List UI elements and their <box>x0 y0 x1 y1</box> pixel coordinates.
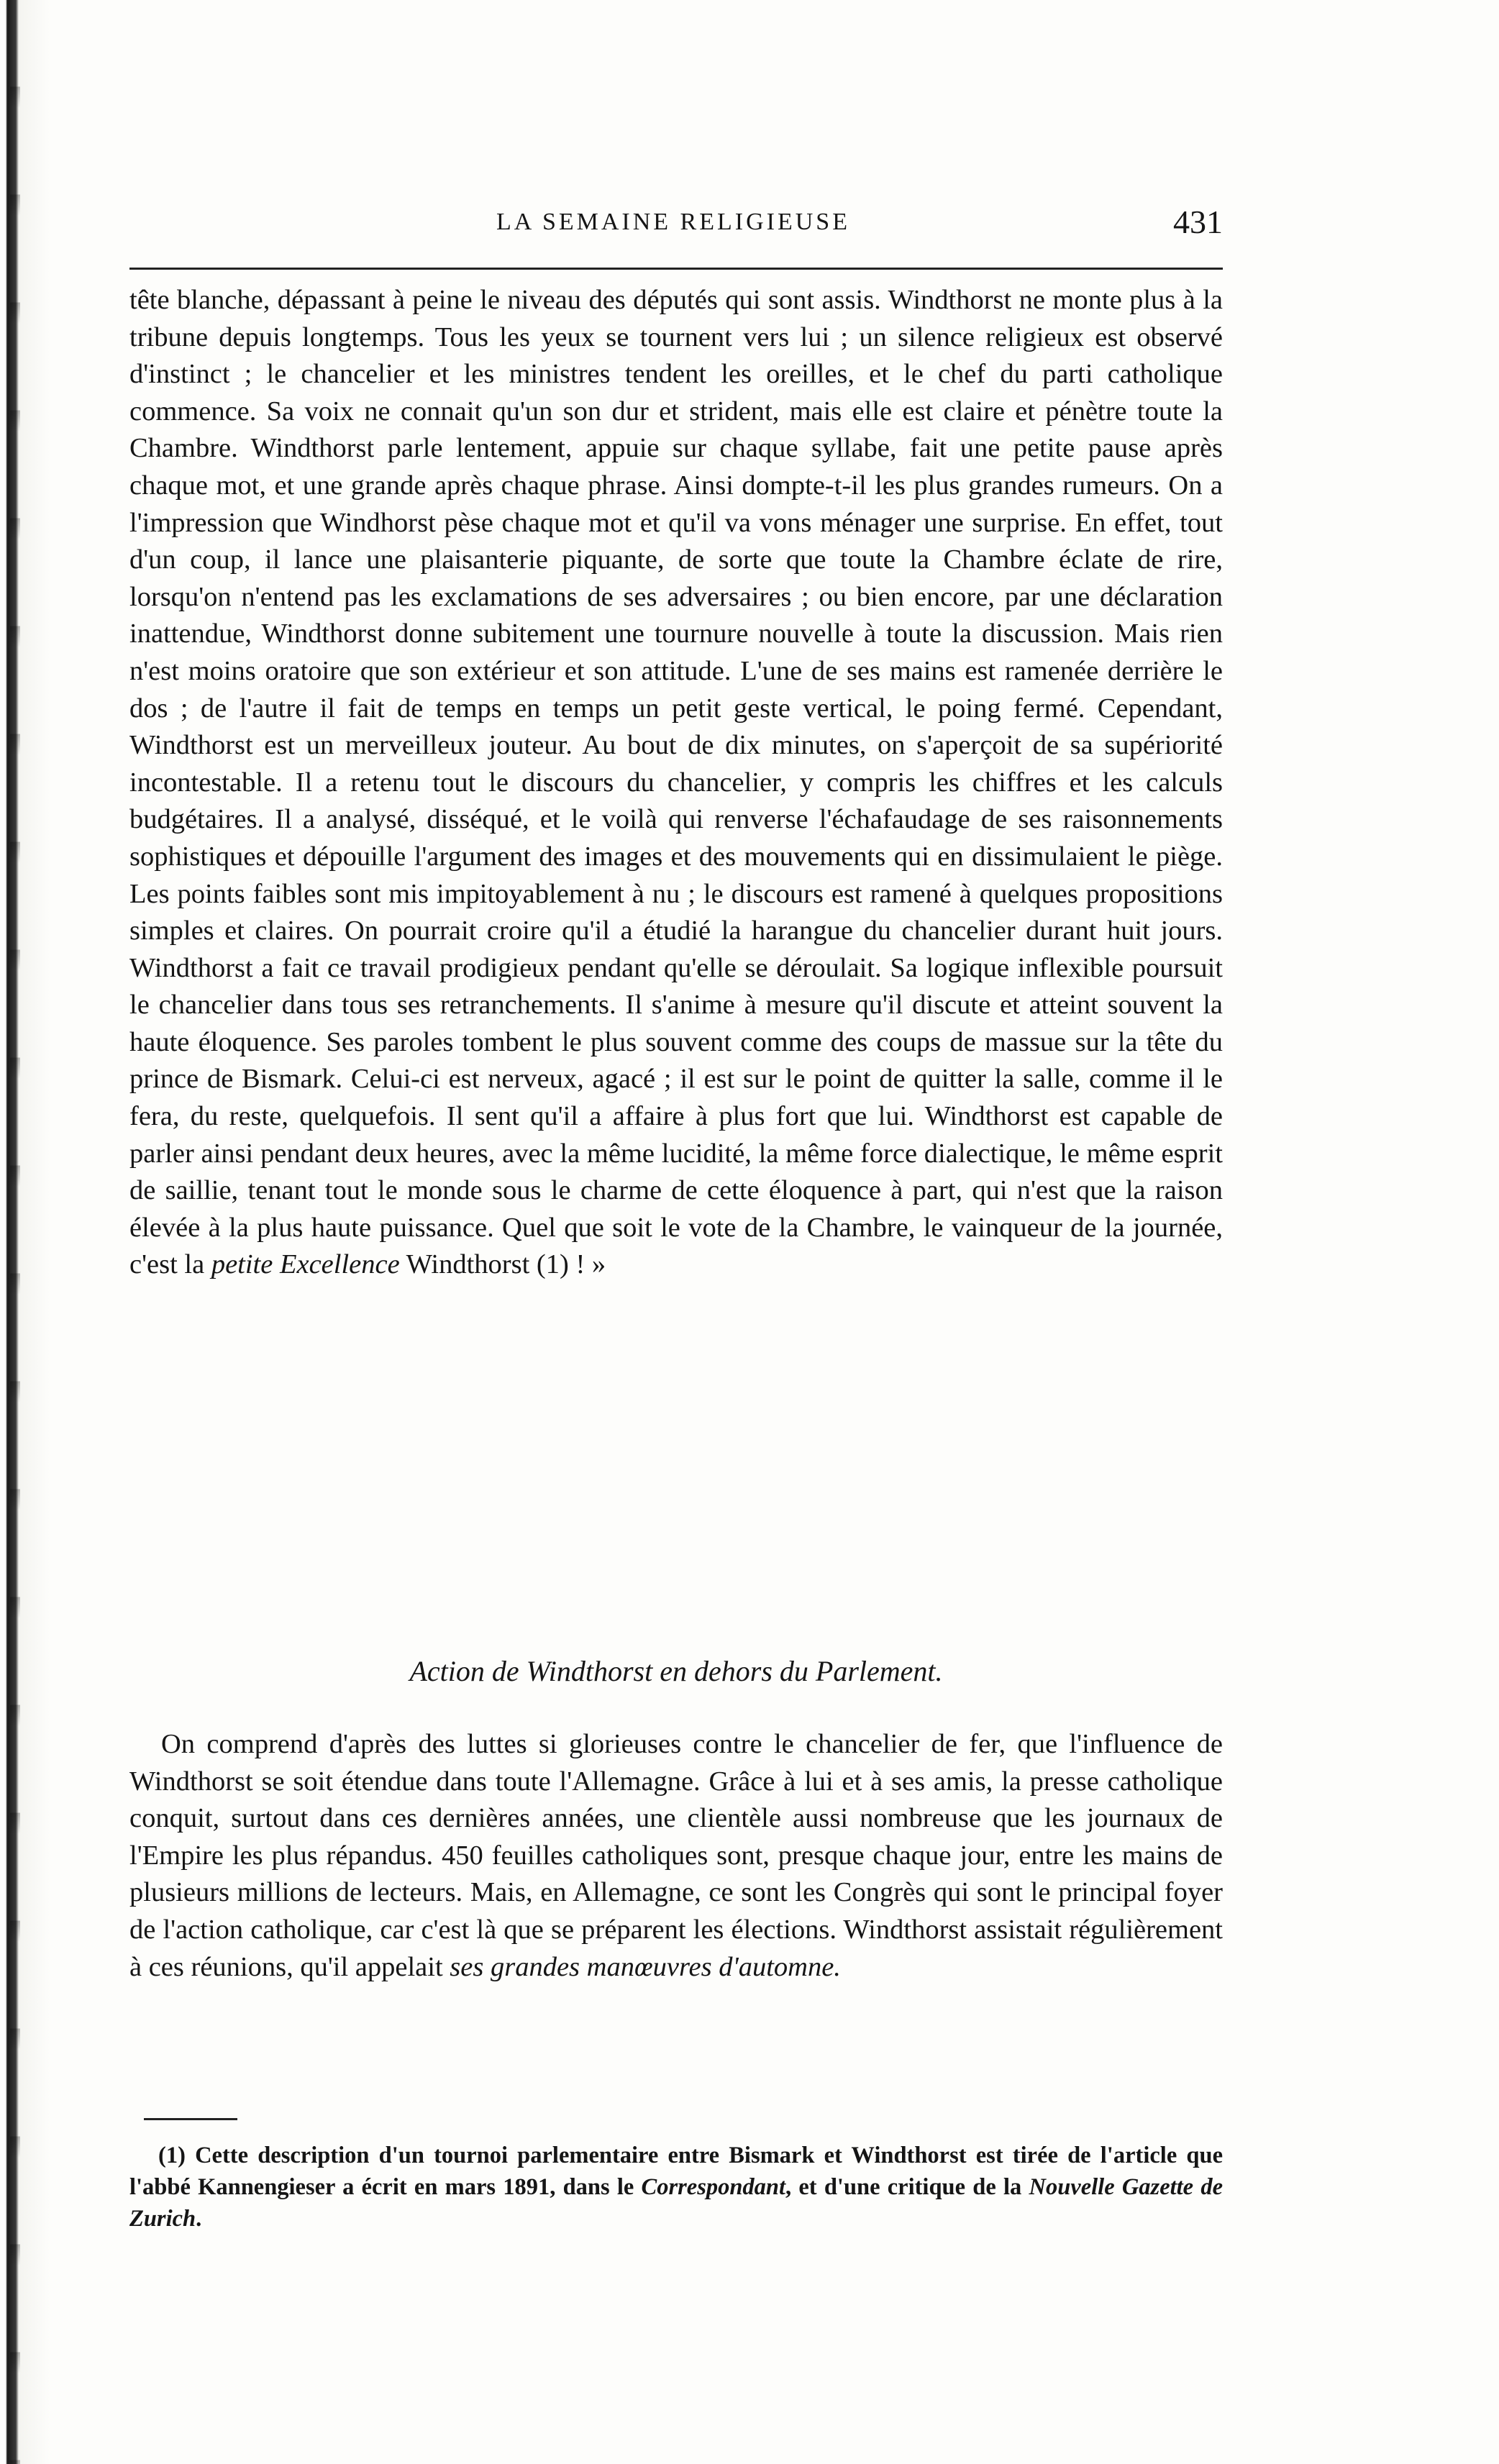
paragraph <box>129 1726 1223 1986</box>
binding-shadow <box>10 0 20 2464</box>
footnote-italic: Nouvelle Gazette de Zurich <box>129 2174 1224 2232</box>
binding-edge <box>0 0 50 2464</box>
footnote-text: (1) Cette description d'un tournoi parlementaire entre Bismark et Windthorst est tirée de l'article que l'abbé Kannengieser a écrit en mars 1891, dans le <box>129 2143 1223 2200</box>
main-text-continued <box>129 1726 1223 1986</box>
running-title: LA SEMAINE RELIGIEUSE <box>496 209 850 235</box>
section-heading: Action de Windthorst en dehors du Parlement. <box>409 1655 943 1687</box>
footnote-rule <box>144 2118 237 2120</box>
paragraph-text: tête blanche, dépassant à peine le niveau des députés qui sont assis. Windthorst ne monte plus à la tribune depuis longtemps. Tous les yeux se tournent vers lui ; un silence religieux est observé d'instinct ; le chancelier et les ministres tendent les oreilles, et le chef du parti catholique commence. Sa voix ne connait qu'un son dur et strident, mais elle est claire et pénètre toute la Chambre. Windthorst parle lentement, appuie sur chaque syllabe, fait une petite pause après chaque mot, et une grande après chaque phrase. Ainsi dompte-t-il les plus grandes rumeurs. On a l'impression que Windhorst pèse chaque mot et qu'il va vons ménager une surprise. En effet, tout d'un coup, il lance une plaisanterie piquante, de sorte que toute la Chambre éclate de rire, lorsqu'on n'entend pas les exclamations de ses adversaires ; ou bien encore, par une déclaration inattendue, Windthorst donne subitement une tournure nouvelle à toute la discussion. Mais rien n'est moins oratoire que son extérieur et son attitude. L'une de ses mains est ramenée derrière le dos ; de l'autre il fait de temps en temps un petit geste vertical, le poing fermé. Cependant, Windthorst est un merveilleux jouteur. Au bout de dix minutes, on s'aperçoit de sa supériorité incontestable. Il a retenu tout le discours du chancelier, y compris les chiffres et les calculs budgétaires. Il a analysé, disséqué, et le voilà qui renverse l'échafaudage de ses raisonnements sophistiques et dépouille l'argument des images et des mouvements qui en dissimulaient le piège. Les points faibles sont mis impitoyablement à nu ; le discours est ramené à quelques propositions simples et claires. On pourrait croire qu'il a étudié la harangue du chancelier durant huit jours. Windthorst a fait ce travail prodigieux pendant qu'elle se déroulait. Sa logique inflexible poursuit le chancelier dans tous ses retranchements. Il s'anime à mesure qu'il discute et atteint souvent la haute éloquence. Ses paroles tombent le plus souvent comme des coups de massue sur la tête du prince de Bismark. Celui-ci est nerveux, agacé ; il est sur le point de quitter la salle, comme il le fera, du reste, quelquefois. Il sent qu'il a affaire à plus fort que lui. Windthorst est capable de parler ainsi pendant deux heures, avec la même lucidité, la même force dialectique, le même esprit de saillie, tenant tout le monde sous le charme de cette éloquence à part, qui n'est que la raison élevée à la plus haute puissance. Quel que soit le vote de la Chambre, le vainqueur de la journée, c'est la <box>129 285 1223 1280</box>
paragraph <box>129 282 1223 1284</box>
italic-phrase: petite Excellence <box>211 1249 400 1280</box>
italic-phrase: ses grandes manœuvres d'automne. <box>450 1951 841 1982</box>
paragraph-text: On comprend d'après des luttes si glorieuses contre le chancelier de fer, que l'influence de Windthorst se soit étendue dans toute l'Allemagne. Grâce à lui et à ses amis, la presse catholique conquit, surtout dans ces dernières années, une clientèle aussi nombreuse que les journaux de l'Empire les plus répandus. 450 feuilles catholiques sont, presque chaque jour, entre les mains de plusieurs millions de lecteurs. Mais, en Allemagne, ce sont les Congrès qui sont le principal foyer de l'action catholique, car c'est là que se préparent les élections. Windthorst assistait régulièrement à ces réunions, qu'il appelait <box>129 1729 1223 1982</box>
footnote <box>129 2140 1223 2235</box>
footnote-text: , et d'une critique de la <box>785 2174 1022 2200</box>
header-rule <box>129 268 1223 270</box>
footnote-text: . <box>196 2206 202 2232</box>
main-text <box>129 282 1223 1284</box>
footnote-paragraph <box>129 2140 1223 2235</box>
paragraph-end: Windthorst (1) ! » <box>406 1249 606 1280</box>
page-header <box>129 204 1223 259</box>
page-number: 431 <box>1173 204 1223 240</box>
footnote-italic: Correspondant <box>641 2174 786 2200</box>
